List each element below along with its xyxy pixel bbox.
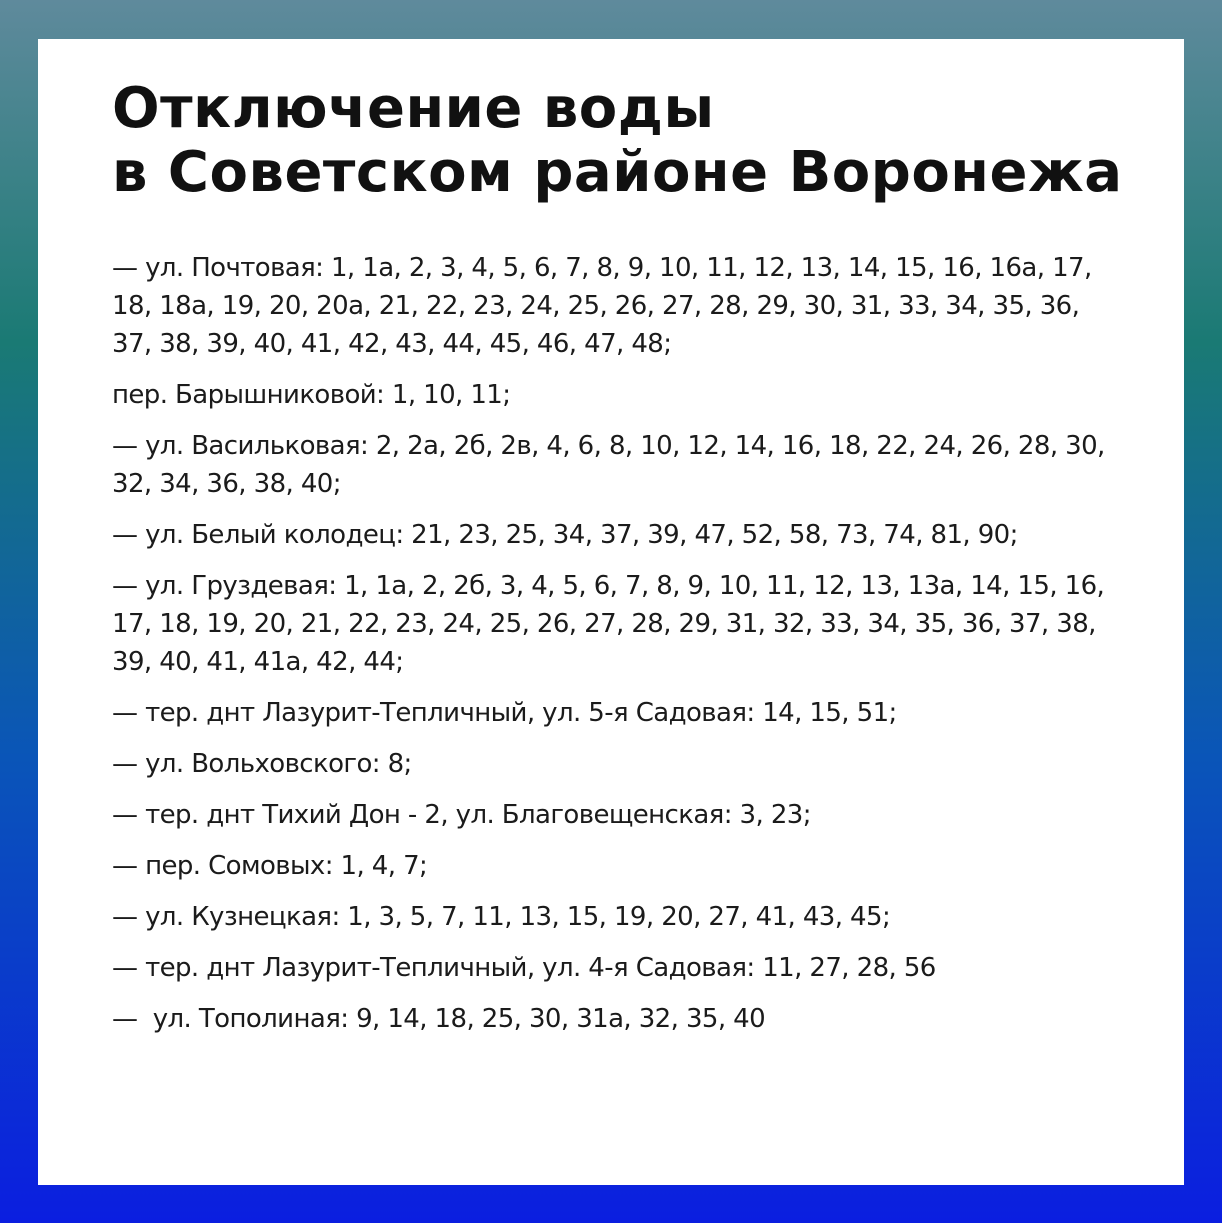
content-card xyxy=(38,39,1184,1185)
list-item: пер. Барышниковой: 1, 10, 11; xyxy=(112,380,511,410)
list-item: — ул. Почтовая: 1, 1а, 2, 3, 4, 5, 6, 7, 8, 9, 10, 11, 12, 13, 14, 15, 16, 16а, 17, 18, 18а, 19, 20, 20а, 21, 22, 23, 24, 25, 26, 27, 28, 29, 30, 31, 33, 34, 35, 36, 37, 38, 39, 40, 41, 42, 43, 44, 45, 46, 47, 48; xyxy=(112,253,1100,359)
list-item: — тер. днт Лазурит-Тепличный, ул. 4-я Садовая: 11, 27, 28, 56 xyxy=(112,953,936,983)
title-line-2: в Советском районе Воронежа xyxy=(112,140,1123,205)
list-item: — ул. Кузнецкая: 1, 3, 5, 7, 11, 13, 15, 19, 20, 27, 41, 43, 45; xyxy=(112,902,891,932)
list-item: — тер. днт Тихий Дон - 2, ул. Благовещенская: 3, 23; xyxy=(112,800,811,830)
list-item: — пер. Сомовых: 1, 4, 7; xyxy=(112,851,428,881)
page-title xyxy=(112,77,1122,205)
list-item: — ул. Васильковая: 2, 2а, 2б, 2в, 4, 6, 8, 10, 12, 14, 16, 18, 22, 24, 26, 28, 30, 32, 34, 36, 38, 40; xyxy=(112,431,1113,499)
list-item: — ул. Груздевая: 1, 1а, 2, 2б, 3, 4, 5, 6, 7, 8, 9, 10, 11, 12, 13, 13а, 14, 15, 16, 17, 18, 19, 20, 21, 22, 23, 24, 25, 26, 27, 28, 29, 31, 32, 33, 34, 35, 36, 37, 38, 39, 40, 41, 41а, 42, 44; xyxy=(112,571,1112,677)
list-item: — ул. Вольховского: 8; xyxy=(112,749,412,779)
title-line-1: Отключение воды xyxy=(112,76,715,141)
list-item: — ул. Белый колодец: 21, 23, 25, 34, 37, 39, 47, 52, 58, 73, 74, 81, 90; xyxy=(112,520,1018,550)
list-item: — тер. днт Лазурит-Тепличный, ул. 5-я Садовая: 14, 15, 51; xyxy=(112,698,897,728)
list-item: — ул. Тополиная: 9, 14, 18, 25, 30, 31а, 32, 35, 40 xyxy=(112,1004,766,1034)
address-list xyxy=(112,249,1112,1051)
